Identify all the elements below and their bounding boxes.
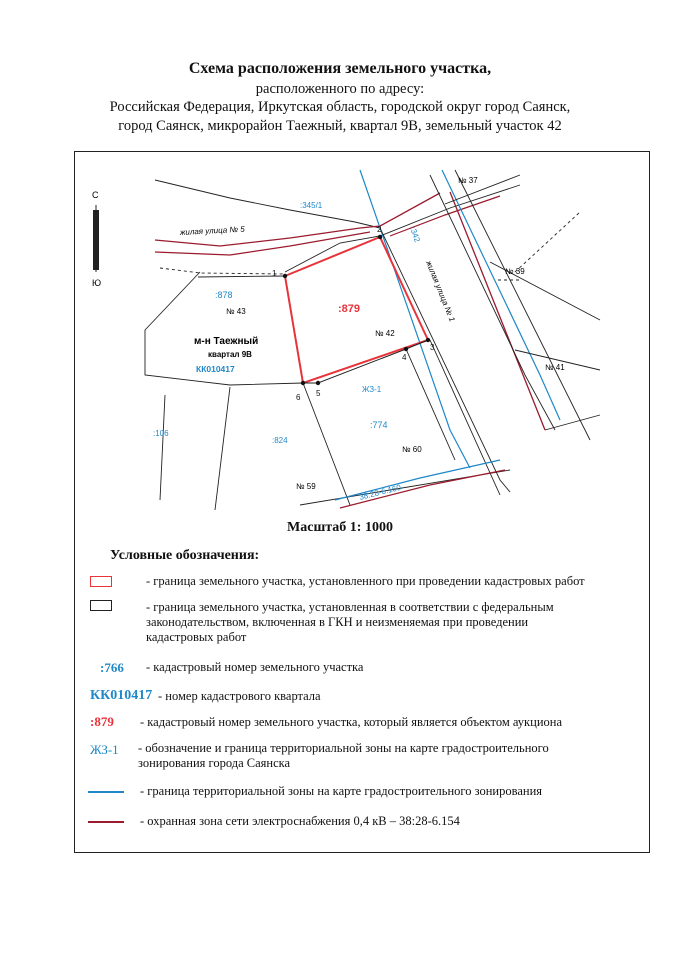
parcel-106-label: :106 [153,429,169,438]
map-scale: Масштаб 1: 1000 [287,520,393,535]
legend-black-box-icon [90,600,112,611]
house-43-label: № 43 [226,307,246,316]
house-41-label: № 41 [545,363,565,372]
vertex-label-2: 2 [377,225,382,234]
legend-quarter-text: - номер кадастрового квартала [158,689,321,703]
parcel-345-1-label: :345/1 [300,201,323,210]
house-39-label: № 39 [505,267,525,276]
vertex-label-1: 1 [272,269,277,278]
legend-zone-text: - обозначение и граница территориальной зоны на карте градостроительного зонирования города Саянска [138,741,549,770]
zone-label: ЖЗ-1 [362,385,382,394]
parcel-878-label: :878 [215,290,233,300]
legend-code-766: :766 [100,660,124,675]
legend-code-879: :879 [90,714,114,729]
street-1-label: жилая улица № 1 [424,259,457,323]
parcel-342-label: :342 [408,225,422,244]
vertex-label-6: 6 [296,393,301,402]
parcel-879-label: :879 [338,303,361,315]
parcel-824-label: :824 [272,436,288,445]
house-59-label: № 59 [296,482,316,491]
address-line-1: Российская Федерация, Иркутская область, городской округ город Саянск, [109,99,571,115]
legend-code-766-text: - кадастровый номер земельного участка [146,660,364,674]
legend-red-box-text: - граница земельного участка, установленного при проведении кадастровых работ [146,574,585,588]
neighbor-parcels [145,212,600,510]
legend-red-box-icon [90,576,112,587]
vertex-label-4: 4 [402,353,407,362]
legend-code-879-text: - кадастровый номер земельного участка, который является объектом аукциона [140,715,562,729]
south-label: Ю [92,278,102,288]
legend-black-box-text: - граница земельного участка, установленная в соответствии с федеральным законодательством, включенная в ГКН и неизменяемая при проведении кадастровых работ [146,600,554,644]
house-60-label: № 60 [402,445,422,454]
legend-blue-line-icon [88,791,124,793]
document-title: Схема расположения земельного участка, [188,60,492,77]
quarter-code-label: КК010417 [196,364,235,374]
legend-title: Условные обозначения: [110,548,260,563]
address-intro: расположенного по адресу: [255,81,425,97]
north-arrow-icon [93,205,99,272]
street-5-label: жилая улица № 5 [179,224,245,237]
district-label: м-н Таежный [194,336,259,347]
legend-zone-code: ЖЗ-1 [90,742,119,757]
quarter-label: квартал 9В [208,350,252,359]
powerline-label: 38:28-6.160 [358,482,402,502]
house-37-label: № 37 [458,176,478,185]
legend-blue-line-text: - граница территориальной зоны на карте градостроительного зонирования [140,784,543,798]
address-line-2: город Саянск, микрорайон Таежный, квартал 9В, земельный участок 42 [118,118,562,134]
legend-maroon-line-icon [88,821,124,823]
vertex-label-5: 5 [316,389,321,398]
power-zone-bottom [340,470,505,508]
north-label: С [92,190,99,200]
legend-maroon-line-text: - охранная зона сети электроснабжения 0,4 кВ – 38:28-6.154 [140,814,460,828]
parcel-774-label: :774 [370,420,388,430]
vertex-label-3: 3 [430,343,435,352]
house-42-label: № 42 [375,329,395,338]
legend-quarter-code: КК010417 [90,688,153,703]
